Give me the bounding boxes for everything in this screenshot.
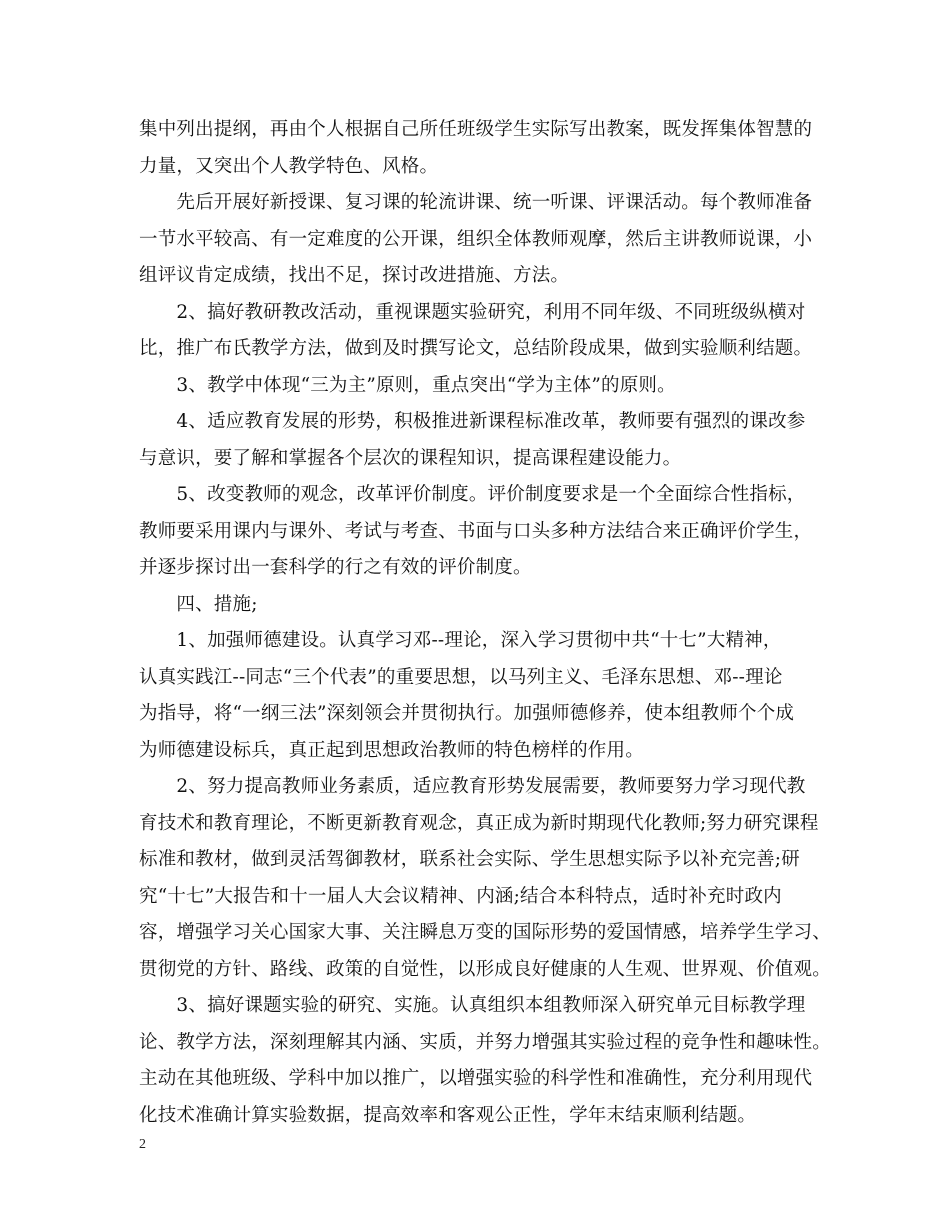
text-line: 力量，又突出个人教学特色、风格。 [139, 155, 439, 177]
text-line: 先后开展好新授课、复习课的轮流讲课、统一听课、评课活动。每个教师准备 [139, 192, 813, 213]
text-line: 为指导，将“一纲三法”深刻领会并贯彻执行。加强师德修养，使本组教师个个成 [139, 703, 795, 724]
text-line: 3、搞好课题实验的研究、实施。认真组织本组教师深入研究单元目标教学理 [139, 995, 806, 1016]
text-line: 与意识，要了解和掌握各个层次的课程知识，提高课程建设能力。 [139, 447, 682, 469]
text-line: 教师要采用课内与课外、考试与考查、书面与口头多种方法结合来正确评价学生， [139, 520, 813, 542]
text-line: 3、教学中体现“三为主”原则，重点突出“学为主体”的原则。 [139, 374, 676, 396]
text-line: 化技术准确计算实验数据，提高效率和客观公正性，学年末结束顺利结题。 [139, 1104, 757, 1126]
text-line: 主动在其他班级、学科中加以推广，以增强实验的科学性和准确性，充分利用现代 [139, 1068, 813, 1089]
text-line: 容，增强学习关心国家大事、关注瞬息万变的国际形势的爱国情感，培养学生学习、 [139, 922, 831, 943]
text-line: 组评议肯定成绩，找出不足，探讨改进措施、方法。 [139, 265, 570, 286]
text-line: 并逐步探讨出一套科学的行之有效的评价制度。 [139, 557, 532, 578]
text-line: 一节水平较高、有一定难度的公开课，组织全体教师观摩，然后主讲教师说课，小 [139, 228, 813, 250]
text-line: 集中列出提纲，再由个人根据自己所任班级学生实际写出教案，既发挥集体智慧的 [139, 119, 813, 140]
text-line: 育技术和教育理论，不断更新教育观念，真正成为新时期现代化教师;努力研究课程 [139, 812, 819, 834]
text-line: 4、适应教育发展的形势，积极推进新课程标准改革，教师要有强烈的课改参 [139, 411, 806, 432]
text-line: 1、加强师德建设。认真学习邓--理论，深入学习贯彻中共“十七”大精神， [139, 630, 782, 651]
page-number: 2 [139, 1137, 146, 1152]
text-line: 四、措施; [139, 593, 258, 615]
text-line: 论、教学方法，深刻理解其内涵、实质，并努力增强其实验过程的竞争性和趣味性。 [139, 1031, 831, 1053]
text-line: 究“十七”大报告和十一届人大会议精神、内涵;结合本科特点，适时补充时政内 [139, 885, 782, 907]
text-line: 5、改变教师的观念，改革评价制度。评价制度要求是一个全面综合性指标， [139, 484, 806, 505]
text-line: 贯彻党的方针、路线、政策的自觉性，以形成良好健康的人生观、世界观、价值观。 [139, 958, 831, 980]
text-line: 为师德建设标兵，真正起到思想政治教师的特色榜样的作用。 [139, 739, 644, 761]
text-line: 2、搞好教研教改活动，重视课题实验研究，利用不同年级、不同班级纵横对 [139, 301, 806, 323]
text-line: 2、努力提高教师业务素质，适应教育形势发展需要，教师要努力学习现代教 [139, 776, 806, 797]
text-line: 认真实践江--同志“三个代表”的重要思想，以马列主义、毛泽东思想、邓--理论 [139, 666, 783, 688]
text-line: 标准和教材，做到灵活驾御教材，联系社会实际、学生思想实际予以补充完善;研 [139, 849, 800, 870]
text-line: 比，推广布氏教学方法，做到及时撰写论文，总结阶段成果，做到实验顺利结题。 [139, 338, 813, 359]
